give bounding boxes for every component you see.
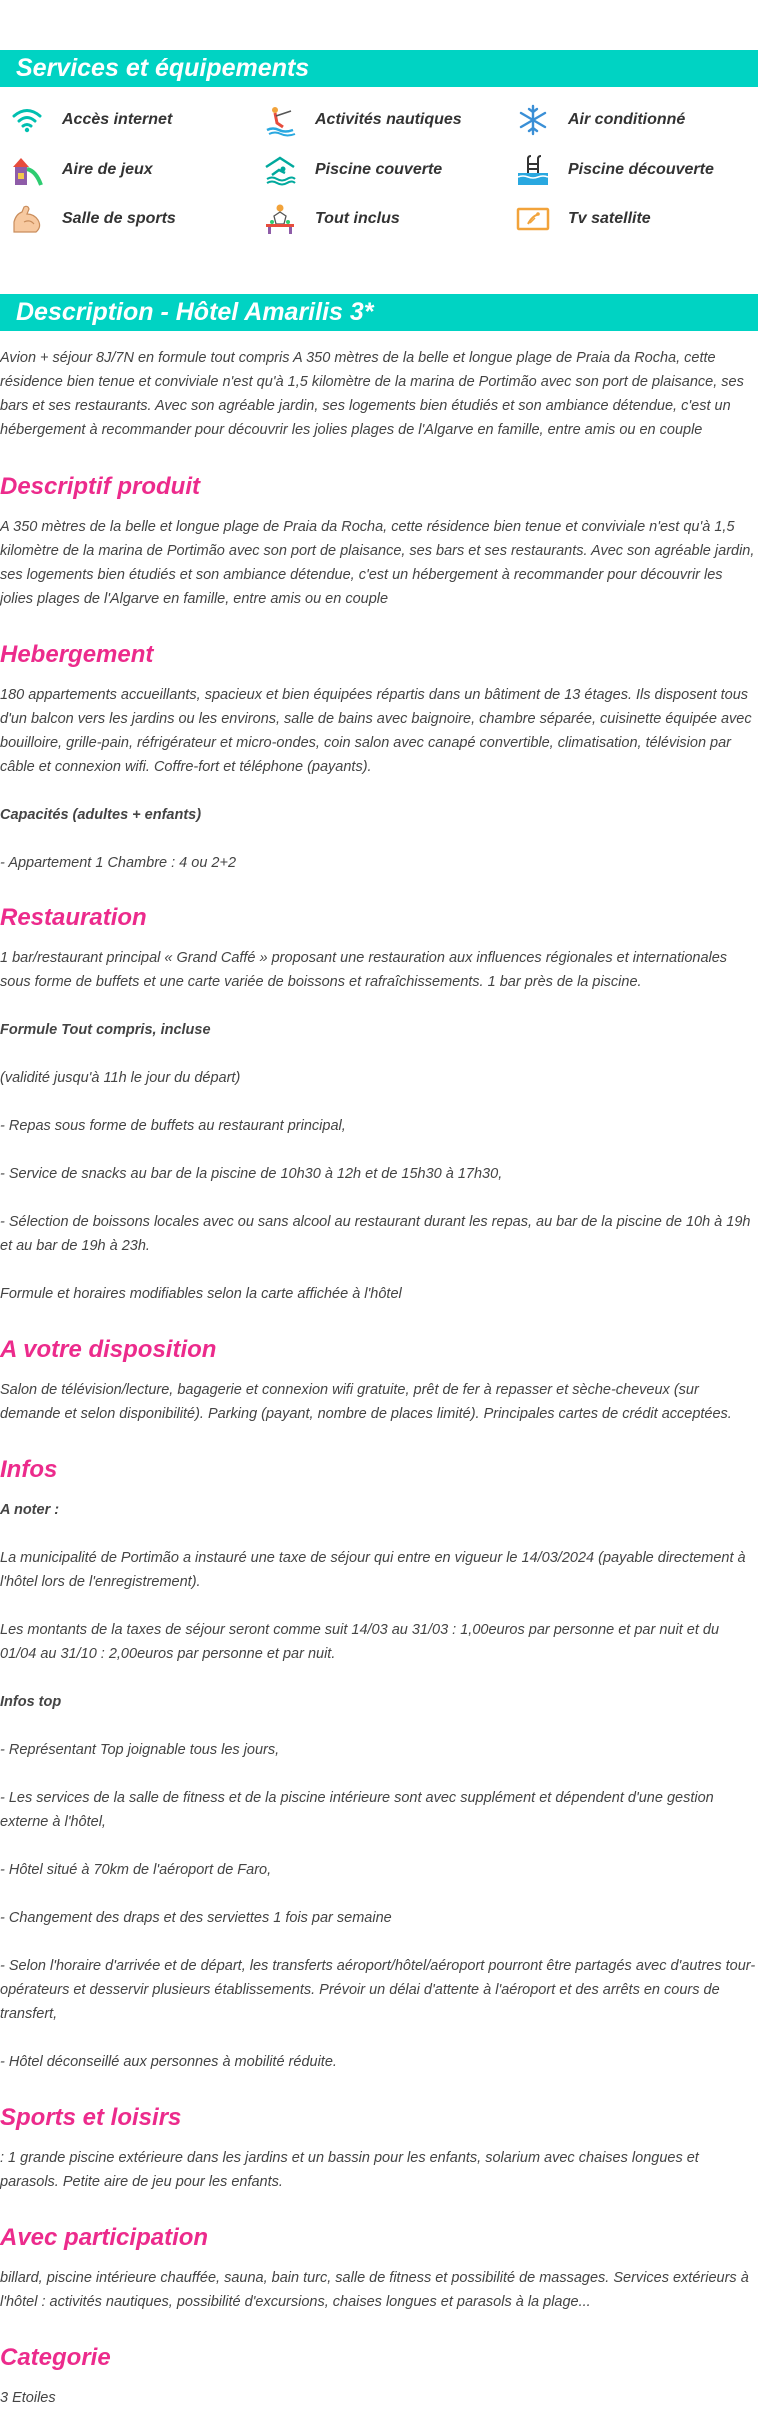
- formule-label: Formule Tout compris, incluse: [0, 1022, 211, 1038]
- infos-paragraph: Les montants de la taxes de séjour seront comme suit 14/03 au 31/03 : 1,00euros par personne et par nuit et du 01/04 au 31/10 : 2,00euros par personne et par nuit.: [0, 1622, 720, 1662]
- infos-top-label: Infos top: [0, 1694, 62, 1710]
- service-label: Salle de sports: [62, 210, 176, 227]
- descriptif-text: A 350 mètres de la belle et longue plage de Praia da Rocha, cette résidence bien tenue et conviviale n'est qu'à 1,5 kilomètre de la marina de Portimão avec son port de plaisance, ses bars et ses restaurants. Avec son agréable jardin, ses logements bien étudiés et son ambiance détendue, c'est un hébergement à recommander pour découvrir les jolies plages de l'Algarve en famille, entre amis ou en couple: [0, 519, 755, 607]
- infos-top-item: - Hôtel déconseillé aux personnes à mobilité réduite.: [0, 2054, 337, 2070]
- service-label: Aire de jeux: [62, 161, 153, 178]
- description-text: Avion + séjour 8J/7N en formule tout compris A 350 mètres de la belle et longue plage de Praia da Rocha, cette résidence bien tenue et conviviale n'est qu'à 1,5 kilomètre de la marina de Portimão avec son port de plaisance, ses bars et ses restaurants. Avec son agréable jardin, ses logements bien étudiés et son ambiance détendue, c'est un hébergement à recommander pour découvrir les jolies plages de l'Algarve en famille, entre amis ou en couple: [0, 350, 744, 438]
- service-item-internet: [10, 103, 172, 137]
- hebergement-heading: Hebergement: [0, 641, 154, 668]
- formule-note: Formule et horaires modifiables selon la carte affichée à l'hôtel: [0, 1286, 402, 1302]
- infos-top-item: - Selon l'horaire d'arrivée et de départ, les transferts aéroport/hôtel/aéroport pourront être partagés avec d'autres tour-opérateurs et desservir plusieurs établissements. Prévoir un délai d'attente à l'aéroport et des arrêts en cours de transfert,: [0, 1958, 756, 2022]
- descriptif-heading: Descriptif produit: [0, 473, 201, 500]
- water-ski-icon: [263, 103, 297, 137]
- service-item-indoor-pool: [263, 153, 442, 187]
- infos-paragraph: La municipalité de Portimão a instauré une taxe de séjour qui entre en vigueur le 14/03/2024 (payable directement à l'hôtel lors de l'enregistrement).: [0, 1550, 746, 1590]
- formule-item: - Sélection de boissons locales avec ou sans alcool au restaurant durant les repas, au bar de la piscine de 10h à 19h et au bar de 19h à 23h.: [0, 1214, 751, 1254]
- restauration-heading: Restauration: [0, 904, 147, 931]
- disposition-heading: A votre disposition: [0, 1336, 217, 1363]
- service-label: Accès internet: [62, 111, 173, 128]
- categorie-heading: Categorie: [0, 2344, 111, 2371]
- service-item-satellite-tv: [516, 202, 651, 236]
- outdoor-pool-icon: [516, 153, 550, 187]
- snowflake-icon: [516, 103, 550, 137]
- participation-text: billard, piscine intérieure chauffée, sauna, bain turc, salle de fitness et possibilité de massages. Services extérieurs à l'hôtel : activités nautiques, possibilité d'excursions, chaises longues et parasols à la plage...: [0, 2270, 749, 2310]
- services-title: Services et équipements: [0, 50, 758, 87]
- formule-validity: (validité jusqu'à 11h le jour du départ): [0, 1070, 241, 1086]
- categorie-value: 3 Etoiles: [0, 2390, 56, 2406]
- participation-heading: Avec participation: [0, 2224, 209, 2251]
- service-item-outdoor-pool: [516, 153, 714, 187]
- infos-top-item: - Hôtel situé à 70km de l'aéroport de Faro,: [0, 1862, 272, 1878]
- service-item-gym: [10, 202, 176, 236]
- service-item-air-conditioning: [516, 103, 685, 137]
- service-label: Tv satellite: [568, 210, 651, 227]
- capacity-label: Capacités (adultes + enfants): [0, 807, 202, 823]
- wifi-icon: [10, 103, 44, 137]
- infos-top-item: - Changement des draps et des serviettes 1 fois par semaine: [0, 1910, 392, 1926]
- service-label: Piscine couverte: [315, 161, 443, 178]
- service-label: Piscine découverte: [568, 161, 714, 178]
- disposition-text: Salon de télévision/lecture, bagagerie et connexion wifi gratuite, prêt de fer à repasser et sèche-cheveux (sur demande et selon disponibilité). Parking (payant, nombre de places limité). Principales cartes de crédit acceptées.: [0, 1382, 732, 1422]
- service-label: Air conditionné: [568, 111, 686, 128]
- infos-top-item: - Représentant Top joignable tous les jours,: [0, 1742, 280, 1758]
- capacity-value: - Appartement 1 Chambre : 4 ou 2+2: [0, 855, 237, 871]
- restauration-text: 1 bar/restaurant principal « Grand Caffé » proposant une restauration aux influences régionales et internationales sous forme de buffets et une carte variée de boissons et rafraîchissements. 1 bar près de la piscine.: [0, 950, 728, 990]
- service-item-water-sports: [263, 103, 462, 137]
- description-title: Description - Hôtel Amarilis 3*: [0, 294, 758, 331]
- buffet-icon: [263, 202, 297, 236]
- tv-icon: [516, 202, 550, 236]
- infos-heading: Infos: [0, 1456, 58, 1483]
- formule-item: - Repas sous forme de buffets au restaurant principal,: [0, 1118, 346, 1134]
- service-item-all-inclusive: [263, 202, 400, 236]
- sports-text: : 1 grande piscine extérieure dans les jardins et un bassin pour les enfants, solarium avec chaises longues et parasols. Petite aire de jeu pour les enfants.: [0, 2150, 699, 2190]
- indoor-pool-icon: [263, 153, 297, 187]
- playground-icon: [10, 153, 44, 187]
- service-label: Tout inclus: [315, 210, 400, 227]
- infos-top-item: - Les services de la salle de fitness et de la piscine intérieure sont avec supplément et dépendent d'une gestion externe à l'hôtel,: [0, 1790, 714, 1830]
- sports-heading: Sports et loisirs: [0, 2104, 182, 2131]
- infos-note-label: A noter :: [0, 1502, 60, 1518]
- service-label: Activités nautiques: [315, 111, 462, 128]
- formule-item: - Service de snacks au bar de la piscine de 10h30 à 12h et de 15h30 à 17h30,: [0, 1166, 503, 1182]
- hebergement-text: 180 appartements accueillants, spacieux et bien équipées répartis dans un bâtiment de 13 étages. Ils disposent tous d'un balcon vers les jardins ou les environs, salle de bains avec baignoire, chambre séparée, cuisinette équipée avec bouilloire, grille-pain, réfrigérateur et micro-ondes, coin salon avec canapé convertible, climatisation, télévision par câble et connexion wifi. Coffre-fort et téléphone (payants).: [0, 687, 752, 775]
- muscle-icon: [10, 202, 44, 236]
- service-item-playground: [10, 153, 153, 187]
